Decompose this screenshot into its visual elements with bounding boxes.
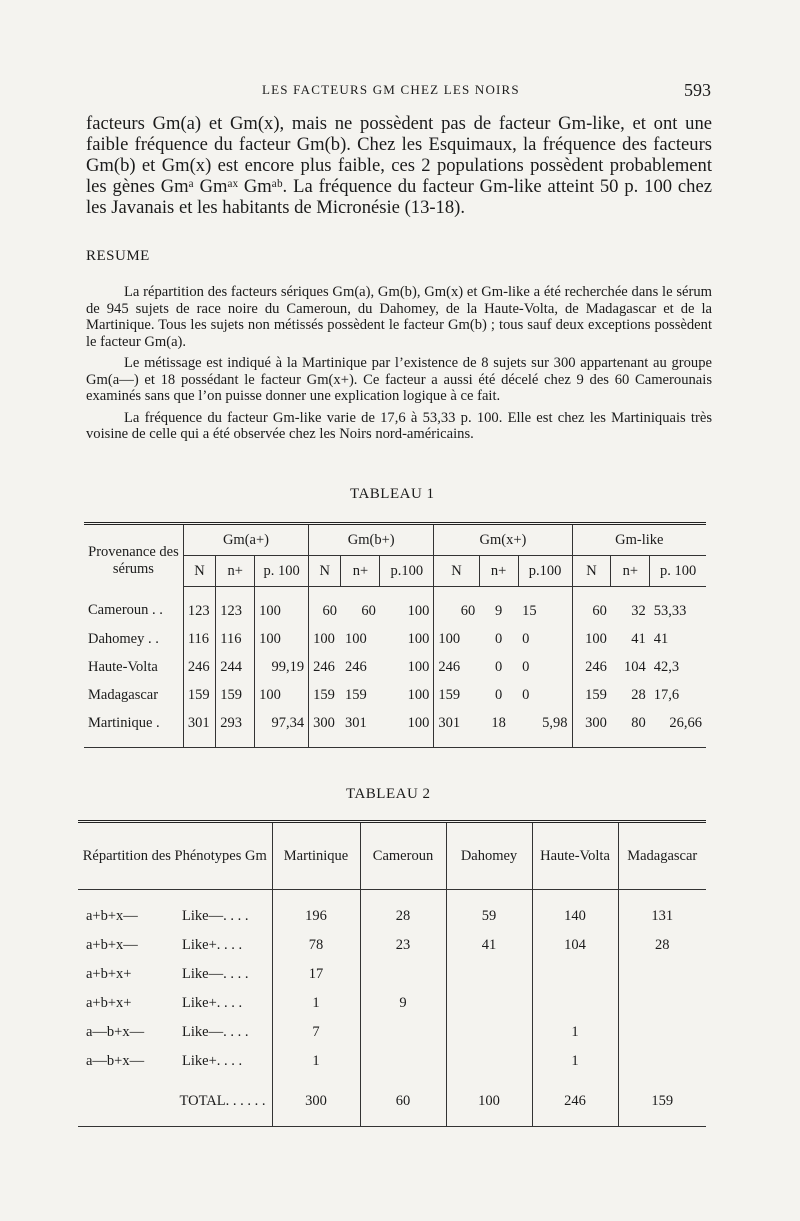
table-cell: [360, 1047, 446, 1076]
table-cell: 23: [360, 931, 446, 960]
like-label: Like—. . . .: [182, 966, 249, 982]
table-cell: 5,98: [542, 714, 568, 731]
table-cell: 159: [344, 686, 367, 703]
table-cell: 246: [344, 658, 367, 675]
tableau1: [84, 522, 706, 748]
table-cell: 246: [309, 653, 341, 681]
running-title: LES FACTEURS GM CHEZ LES NOIRS: [262, 82, 520, 97]
table-cell: 301: [344, 714, 367, 731]
tableau2-title: TABLEAU 2: [346, 786, 431, 802]
total-label: TOTAL. . . . . .: [179, 1092, 266, 1109]
table-cell: 159: [309, 681, 341, 709]
intro-text: facteurs Gm(a) et Gm(x), mais ne possèdent pas de facteur Gm-like, et ont une faible fréquence du facteur Gm(b). Chez les Esquimaux, la fréquence des facteurs Gm(b) et Gm(x) est encore plus faible, ces 2 populations possèdent probablement les gènes Gmᵃ Gmᵃˣ Gmᵃᵇ. La fréquence du facteur Gm-like atteint 50 p. 100 chez les Javanais et les habitants de Micronésie (13-18).: [86, 113, 712, 218]
tableau1-subheader: p.100: [380, 556, 434, 587]
resume-paragraph-2: Le métissage est indiqué à la Martinique par l’existence de 8 sujets sur 300 appartenant au groupe Gm(a—) et 18 possédant le facteur Gm(x+). Ce facteur a aussi été décelé chez 9 des 60 Camerounais examinés sans que l’on puisse donner une explication logique à ce fait.: [86, 355, 712, 404]
tableau1-group-header: Gm(x+): [434, 524, 572, 556]
table-cell: 300: [572, 709, 611, 748]
resume-paragraph-3: La fréquence du facteur Gm-like varie de 17,6 à 53,33 p. 100. Elle est chez les Martiniquais très voisine de celle qui a été observée chez les Noirs nord-américains.: [86, 409, 712, 442]
table-cell: 1: [532, 1018, 618, 1047]
table-cell: [618, 1047, 706, 1076]
table-row: [84, 709, 706, 748]
phenotype-label: a+b+x—: [86, 937, 138, 953]
table-cell: 123: [216, 587, 255, 626]
total-row: [78, 1076, 706, 1127]
table-cell: 80: [631, 714, 646, 731]
table-cell: [446, 1018, 532, 1047]
table-cell: 100: [344, 630, 367, 647]
table-cell: 99,19: [255, 653, 309, 681]
table-cell: 17,6: [653, 686, 680, 703]
tableau1-subheader: N: [183, 556, 215, 587]
table-cell: 196: [272, 890, 360, 932]
table-cell: 7: [272, 1018, 360, 1047]
table-cell: [446, 989, 532, 1018]
table-cell: 100: [255, 587, 309, 626]
table-cell: 0: [495, 686, 503, 703]
table-cell: [360, 960, 446, 989]
table-cell: 131: [618, 890, 706, 932]
table-row: [78, 1047, 706, 1076]
table-cell: 301: [434, 709, 479, 748]
tableau2-column-header: Dahomey: [446, 822, 532, 890]
table-cell: 100: [434, 625, 479, 653]
phenotype-label: a+b+x+: [86, 995, 132, 1011]
like-label: Like—. . . .: [182, 908, 249, 924]
tableau1-subheader: n+: [341, 556, 380, 587]
total-cell: 100: [446, 1076, 532, 1127]
table-cell: 246: [572, 653, 611, 681]
table-cell: 100: [407, 686, 430, 703]
table-cell: [446, 1047, 532, 1076]
table-cell: 9: [360, 989, 446, 1018]
table-cell: 104: [624, 658, 646, 675]
like-label: Like+. . . .: [182, 937, 243, 953]
table-cell: 100: [407, 714, 430, 731]
table-row: [84, 587, 706, 626]
tableau2-column-header: Madagascar: [618, 822, 706, 890]
table-cell: 140: [532, 890, 618, 932]
table-cell: 0: [522, 658, 530, 675]
table-row: [78, 931, 706, 960]
table-cell: 123: [183, 587, 215, 626]
tableau1-row-label: Cameroun . .: [88, 602, 163, 619]
tableau1-row-label: Madagascar: [88, 686, 159, 703]
table-cell: [446, 960, 532, 989]
table-row: [78, 960, 706, 989]
table-cell: 0: [522, 630, 530, 647]
tableau1-subheader: p. 100: [255, 556, 309, 587]
tableau1-subheader: n+: [611, 556, 650, 587]
table-cell: 100: [309, 625, 341, 653]
phenotype-label: a+b+x+: [86, 966, 132, 982]
table-row: [84, 681, 706, 709]
tableau1-subheader: p. 100: [650, 556, 706, 587]
intro-paragraph: [86, 113, 712, 218]
tableau1-subheader: n+: [216, 556, 255, 587]
table-cell: 159: [434, 681, 479, 709]
table-cell: [618, 1018, 706, 1047]
tableau2-column-header: Martinique: [272, 822, 360, 890]
table-cell: 28: [631, 686, 646, 703]
table-row: [84, 625, 706, 653]
table-cell: [618, 960, 706, 989]
total-cell: 246: [532, 1076, 618, 1127]
table-cell: 42,3: [653, 658, 680, 675]
tableau1-row-label: Haute-Volta: [88, 658, 158, 675]
tableau1-row-label: Dahomey . .: [88, 630, 159, 647]
table-cell: 41: [631, 630, 646, 647]
table-cell: 60: [434, 587, 479, 626]
table-row: [78, 989, 706, 1018]
table-cell: 300: [309, 709, 341, 748]
tableau1-row-label: Martinique .: [88, 714, 160, 731]
like-label: Like—. . . .: [182, 1024, 249, 1040]
table-row: [78, 890, 706, 932]
table-cell: [360, 1018, 446, 1047]
table-cell: 17: [272, 960, 360, 989]
table-cell: 1: [272, 1047, 360, 1076]
like-label: Like+. . . .: [182, 995, 243, 1011]
table-cell: 18: [491, 714, 506, 731]
table-cell: 15: [522, 602, 537, 619]
tableau1-title: TABLEAU 1: [350, 486, 435, 502]
phenotype-label: a—b+x—: [86, 1024, 145, 1040]
phenotype-label: a+b+x—: [86, 908, 138, 924]
table-cell: 53,33: [653, 602, 687, 619]
table-row: [78, 1018, 706, 1047]
like-label: Like+. . . .: [182, 1053, 243, 1069]
tableau1-subheader: N: [572, 556, 611, 587]
table-cell: 60: [361, 602, 376, 619]
table-cell: 100: [407, 630, 430, 647]
table-cell: 159: [183, 681, 215, 709]
tableau1-group-header: Gm(b+): [309, 524, 434, 556]
table-cell: 116: [216, 625, 255, 653]
tableau1-subheader: N: [309, 556, 341, 587]
table-cell: 100: [407, 658, 430, 675]
tableau1-group-header: Gm-like: [572, 524, 706, 556]
table-cell: 100: [572, 625, 611, 653]
table-cell: 293: [216, 709, 255, 748]
table-cell: 32: [631, 602, 646, 619]
table-cell: 9: [495, 602, 503, 619]
page-number: 593: [684, 80, 711, 100]
table-cell: 1: [272, 989, 360, 1018]
phenotype-label: a—b+x—: [86, 1053, 145, 1069]
table-cell: [532, 960, 618, 989]
tableau2-column-header: Haute-Volta: [532, 822, 618, 890]
table-cell: 246: [434, 653, 479, 681]
table-cell: 59: [446, 890, 532, 932]
table-cell: 41: [446, 931, 532, 960]
total-cell: 300: [272, 1076, 360, 1127]
table-cell: 0: [522, 686, 530, 703]
total-cell: 159: [618, 1076, 706, 1127]
table-cell: [618, 989, 706, 1018]
table-cell: 159: [572, 681, 611, 709]
table-cell: 26,66: [669, 714, 702, 731]
table-cell: 159: [216, 681, 255, 709]
table-cell: 100: [407, 602, 430, 619]
table-cell: 78: [272, 931, 360, 960]
resume-paragraph-1: La répartition des facteurs sériques Gm(a), Gm(b), Gm(x) et Gm-like a été recherchée dans le sérum de 945 sujets de race noire du Cameroun, du Dahomey, de la Haute-Volta, de Madagascar et de la Martinique. Tous les sujets non métissés possèdent le facteur Gm(b) ; tous sauf deux exceptions possèdent le facteur Gm(a).: [86, 284, 712, 350]
tableau2-column-header: Cameroun: [360, 822, 446, 890]
tableau2: [78, 820, 706, 1127]
table-cell: 41: [653, 630, 669, 647]
table-cell: 104: [532, 931, 618, 960]
table-cell: 301: [183, 709, 215, 748]
table-cell: 28: [618, 931, 706, 960]
table-cell: 100: [255, 681, 309, 709]
table-cell: 97,34: [255, 709, 309, 748]
table-cell: 244: [216, 653, 255, 681]
tableau1-group-header: Gm(a+): [183, 524, 308, 556]
tableau1-subheader: p.100: [518, 556, 572, 587]
total-cell: 60: [360, 1076, 446, 1127]
resume-body: [86, 284, 712, 448]
table-cell: 28: [360, 890, 446, 932]
table-cell: 60: [572, 587, 611, 626]
tableau2-row-header: Répartition des Phénotypes Gm: [78, 822, 272, 890]
table-cell: [532, 989, 618, 1018]
tableau1-subheader: N: [434, 556, 479, 587]
table-cell: 0: [495, 630, 503, 647]
resume-heading: RESUME: [86, 248, 150, 264]
table-cell: 1: [532, 1047, 618, 1076]
table-cell: 116: [183, 625, 215, 653]
tableau1-row-header: Provenance des sérums: [88, 543, 179, 577]
table-cell: 246: [183, 653, 215, 681]
table-cell: 100: [255, 625, 309, 653]
table-cell: 0: [495, 658, 503, 675]
table-cell: 60: [309, 587, 341, 626]
tableau1-subheader: n+: [479, 556, 518, 587]
table-row: [84, 653, 706, 681]
